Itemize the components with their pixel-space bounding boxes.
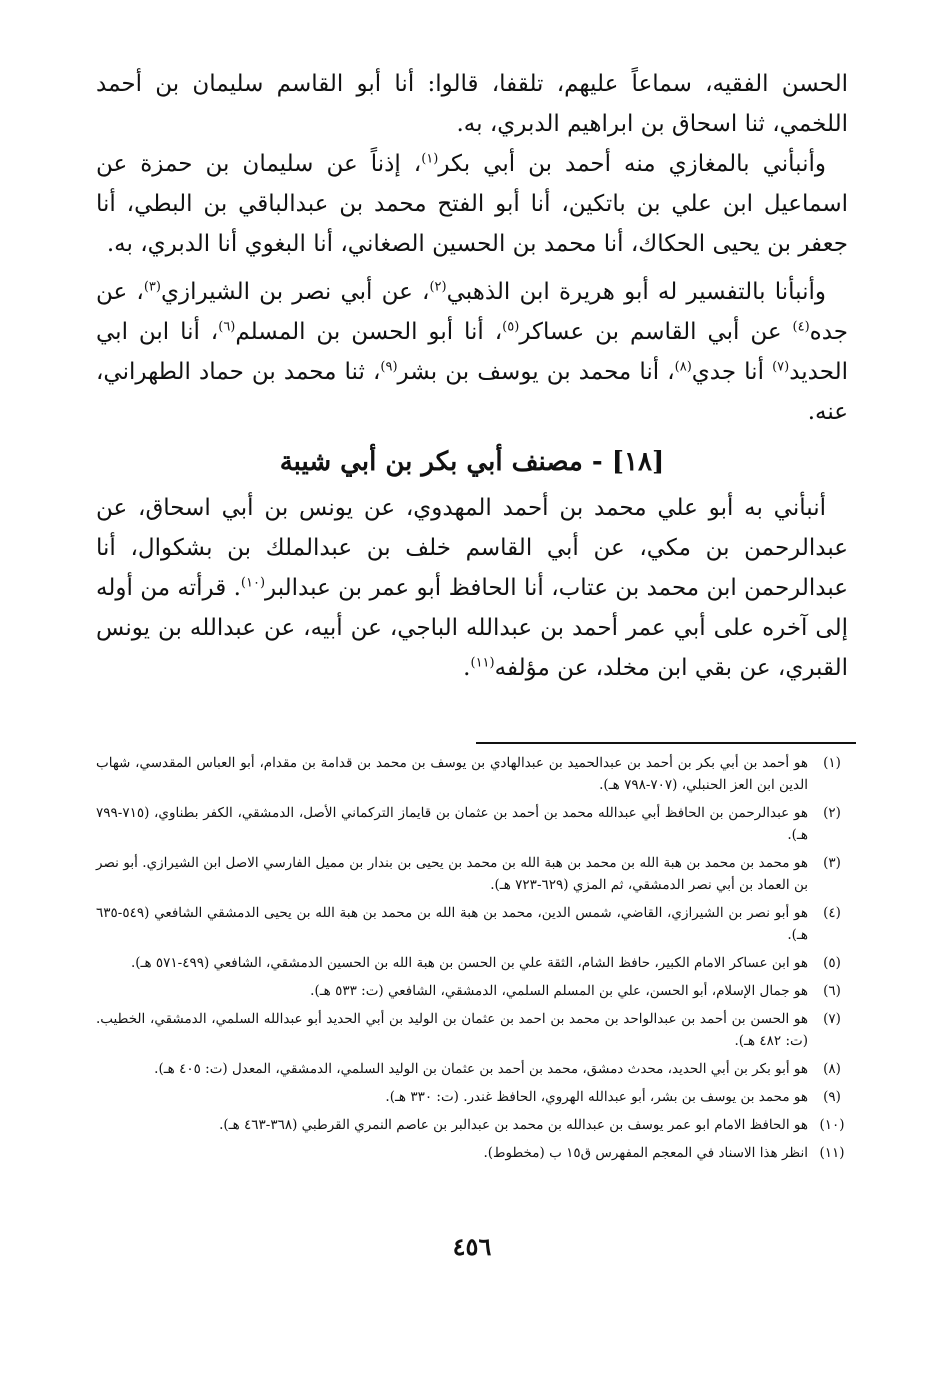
footnote-text: هو ابن عساكر الامام الكبير، حافظ الشام، الثقة علي بن الحسن بن هبة الله بن الحسين الدمشقي، الشافعي (٤٩٩-٥٧١ هـ).	[130, 955, 808, 971]
footnote-ref: (٩)	[380, 359, 398, 375]
section-heading: [١٨] - مصنف أبي بكر بن أبي شيبة	[279, 447, 665, 477]
footnote-number: (٧)	[823, 1011, 841, 1027]
footnote-ref: (٦)	[218, 319, 236, 335]
footnote-number: (٦)	[823, 983, 841, 999]
footnote-item	[96, 1114, 856, 1136]
text-span: وأنبأني بالمغازي منه أحمد بن أبي بكر	[438, 151, 826, 177]
text-span: ، إذناً عن سليمان بن حمزة عن اسماعيل ابن علي بن باتكين، أنا أبو الفتح محمد بن عبدالباقي بن البطي، أنا جعفر بن يحيى الحكاك، أنا محمد بن الحسين الصغاني، أنا البغوي أنا الدبري، به.	[96, 151, 848, 257]
text-span: أنا جدي	[691, 359, 773, 385]
text-span: وأنبأنا بالتفسير له أبو هريرة ابن الذهبي	[446, 279, 827, 305]
paragraph-2	[96, 144, 848, 264]
footnote-item	[96, 852, 856, 896]
text-span: ، أنا أبو الحسن بن المسلم	[235, 319, 503, 345]
page-number: ٤٥٦	[452, 1232, 492, 1261]
footnote-text: هو الحسن بن أحمد بن عبدالواحد بن محمد بن احمد بن عثمان بن الوليد بن أبي الحديد أبو عبدالله السلمي، الدمشقي، الخطيب. (ت: ٤٨٢ هـ).	[96, 1011, 808, 1049]
main-text	[96, 64, 848, 688]
footnote-item	[96, 980, 856, 1002]
footnote-number: (٨)	[823, 1061, 841, 1077]
paragraph-4	[96, 488, 848, 688]
footnote-item	[96, 802, 856, 846]
text-span: ، أنا ابن ابي الحديد	[96, 319, 848, 385]
footnote-item	[96, 1008, 856, 1052]
footnote-number: (١١)	[819, 1145, 845, 1161]
text-span: ، عن جده	[96, 279, 848, 345]
footnote-ref: (٥)	[502, 319, 520, 335]
footnote-ref: (٤)	[792, 319, 810, 335]
text-span: عن أبي القاسم بن عساكر	[519, 319, 793, 345]
footnote-text: هو محمد بن محمد بن هبة الله بن محمد بن هبة الله بن محمد بن يحيى بن بندار بن مميل الفارسي الاصل ابن الشيرازي. أبو نصر بن العماد بن أبي نصر الدمشقي، ثم المزي (٦٢٩-٧٢٣ هـ).	[96, 855, 808, 893]
text-span: ، ثنا محمد بن حماد الطهراني، عنه.	[96, 359, 848, 425]
footnote-number: (٢)	[823, 805, 841, 821]
footnote-text: هو أحمد بن أبي بكر بن أحمد بن عبدالحميد بن عبدالهادي بن يوسف بن محمد بن قدامة بن مقدام، أبو العباس المقدسي، شهاب الدين ابن العز الحنبلي، (٧٠٧-٧٩٨ هـ).	[96, 755, 808, 793]
footnote-ref: (١٠)	[240, 575, 266, 591]
text-span: .	[463, 655, 471, 681]
footnote-divider	[476, 742, 856, 744]
footnote-text: هو أبو بكر بن أبي الحديد، محدث دمشق، محمد بن أحمد بن عثمان بن الوليد السلمي، الدمشقي، المعدل (ت: ٤٠٥ هـ).	[154, 1061, 808, 1077]
footnote-item	[96, 1086, 856, 1108]
footnote-number: (٣)	[823, 855, 841, 871]
footnote-number: (١٠)	[819, 1117, 845, 1133]
text-span: أنبأني به أبو علي محمد بن أحمد المهدوي، عن يونس بن أبي اسحاق، عن عبدالرحمن بن مكي، عن أبي القاسم خلف بن عبدالملك بن بشكوال، أنا عبدالرحمن ابن محمد بن عتاب، أنا الحافظ أبو عمر بن عبدالبر	[96, 495, 849, 601]
paragraph-3	[96, 272, 848, 432]
footnote-item	[96, 952, 856, 974]
footnote-item	[96, 1058, 856, 1080]
footnote-number: (٤)	[823, 905, 841, 921]
text-span: الحسن الفقيه، سماعاً عليهم، تلقفا، قالوا: أنا أبو القاسم سليمان بن أحمد اللخمي، ثنا اسحاق بن ابراهيم الدبري، به.	[96, 71, 848, 137]
footnotes	[96, 752, 856, 1170]
footnote-ref: (١)	[421, 151, 439, 167]
footnote-item	[96, 1142, 856, 1164]
footnote-item	[96, 902, 856, 946]
text-span: ، عن أبي نصر بن الشيرازي	[160, 279, 430, 305]
footnote-number: (٥)	[823, 955, 841, 971]
footnote-number: (١)	[823, 755, 841, 771]
footnote-text: هو جمال الإسلام، أبو الحسن، علي بن المسلم السلمي، الدمشقي، الشافعي (ت: ٥٣٣ هـ).	[310, 983, 808, 999]
footnote-text: انظر هذا الاسناد في المعجم المفهرس ق١٥ ب (مخطوط).	[483, 1145, 808, 1161]
footnote-text: هو أبو نصر بن الشيرازي، القاضي، شمس الدين، محمد بن هبة الله بن محمد بن هبة الله بن يحيى الدمشقي الشافعي (٥٤٩-٦٣٥ هـ).	[96, 905, 808, 943]
footnote-ref: (٧)	[772, 359, 790, 375]
footnote-ref: (١١)	[470, 655, 495, 671]
footnote-ref: (٣)	[143, 279, 161, 295]
footnote-number: (٩)	[823, 1089, 841, 1105]
footnote-item	[96, 752, 856, 796]
footnote-text: هو عبدالرحمن بن الحافظ أبي عبدالله محمد بن أحمد بن عثمان بن قايماز التركماني الأصل، الدمشقي، الكفر بطناوي، (٧١٥-٧٩٩ هـ).	[96, 805, 808, 843]
footnote-ref: (٨)	[674, 359, 692, 375]
footnote-ref: (٢)	[429, 279, 447, 295]
text-span: . قرأته من أوله إلى آخره على أبي عمر أحمد بن عبدالله الباجي، عن أبيه، عن عبدالله بن يونس القبري، عن بقي ابن مخلد، عن مؤلفه	[96, 575, 848, 681]
paragraph-1	[96, 64, 848, 144]
footnote-text: هو الحافظ الامام ابو عمر يوسف بن عبدالله بن محمد بن عبدالبر بن عاصم النمري القرطبي (٣٦٨-٤٦٣ هـ).	[219, 1117, 808, 1133]
text-span: ، أنا محمد بن يوسف بن بشر	[397, 359, 675, 385]
footnote-text: هو محمد بن يوسف بن بشر، أبو عبدالله الهروي، الحافظ غندر. (ت: ٣٣٠ هـ).	[385, 1089, 808, 1105]
